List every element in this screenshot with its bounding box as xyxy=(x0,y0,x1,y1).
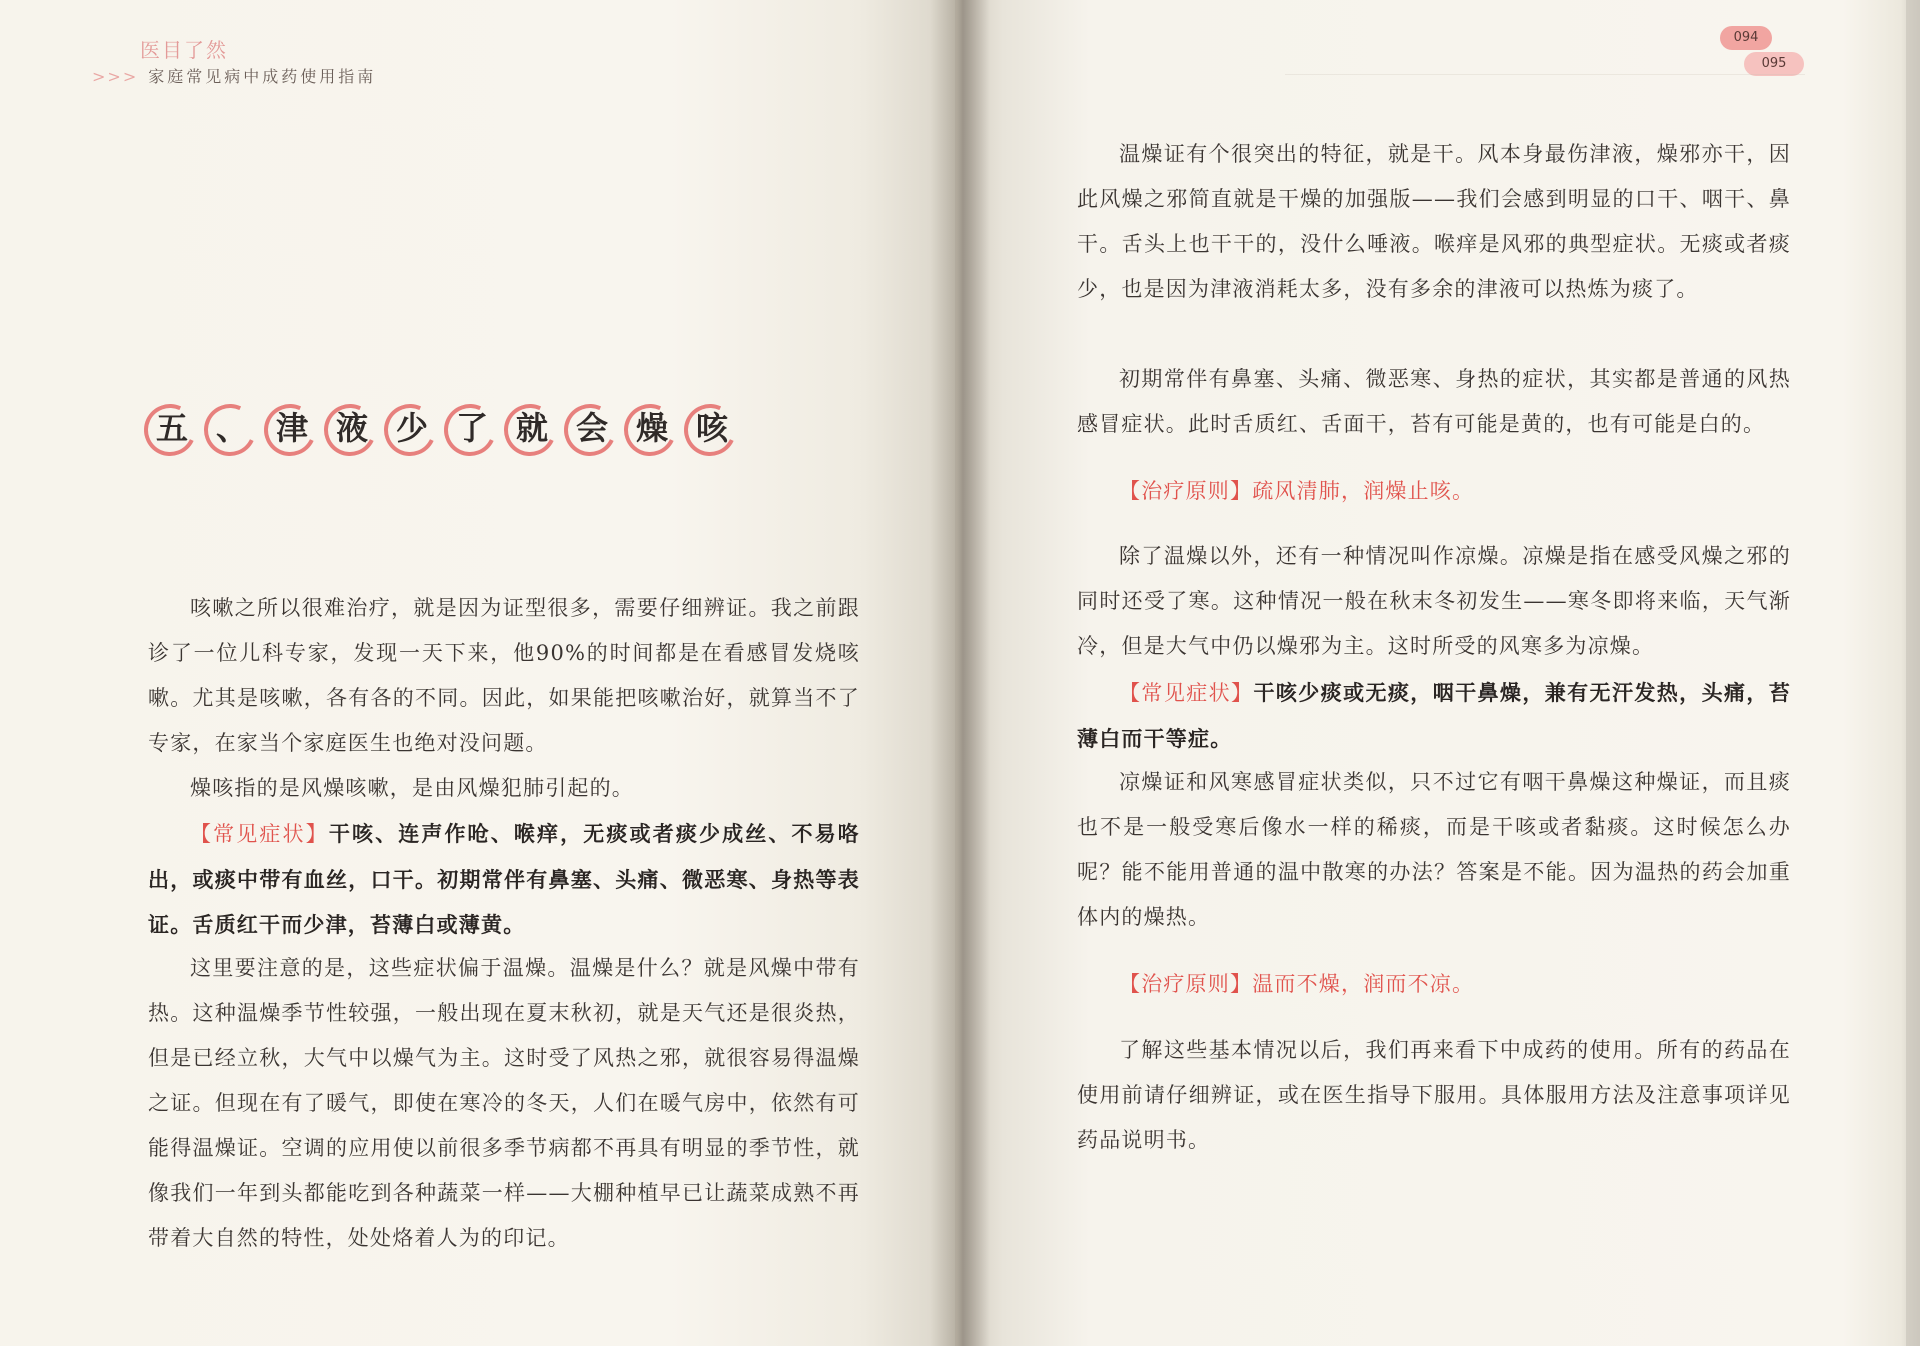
left-page xyxy=(0,0,955,1346)
title-char: 就 xyxy=(502,398,562,458)
title-char: 会 xyxy=(562,398,622,458)
page-number-left: 094 xyxy=(1720,26,1772,50)
section-title xyxy=(142,398,742,458)
title-char: 五 xyxy=(142,398,202,458)
paragraph-intro: 咳嗽之所以很难治疗，就是因为证型很多，需要仔细辨证。我之前跟诊了一位儿科专家，发现一天下来，他90%的时间都是在看感冒发烧咳嗽。尤其是咳嗽，各有各的不同。因此，如果能把咳嗽治好，就算当不了专家，在家当个家庭医生也绝对没问题。 xyxy=(148,596,860,755)
title-char: 咳 xyxy=(682,398,742,458)
symptoms-label: 【常见症状】 xyxy=(190,822,329,846)
series-title-text: 家庭常见病中成药使用指南 xyxy=(148,67,377,86)
page-edges xyxy=(1906,0,1920,1346)
title-char: 了 xyxy=(442,398,502,458)
paragraph-initial-symptoms: 初期常伴有鼻塞、头痛、微恶寒、身热的症状，其实都是普通的风热感冒症状。此时舌质红、舌面干，苔有可能是黄的，也有可能是白的。 xyxy=(1077,367,1791,436)
symptoms-text: 干咳、连声作呛、喉痒，无痰或者痰少成丝、不易咯出，或痰中带有血丝，口干。初期常伴有鼻塞、头痛、微恶寒、身热等表证。舌质红干而少津，苔薄白或薄黄。 xyxy=(148,821,860,937)
page-number-right: 095 xyxy=(1744,52,1804,76)
arrow-marks: >>> xyxy=(92,67,139,86)
title-char: 少 xyxy=(382,398,442,458)
book-brand: 医目了然 xyxy=(140,38,228,62)
symptoms-text: 干咳少痰或无痰，咽干鼻燥，兼有无汗发热，头痛，苔薄白而干等症。 xyxy=(1077,680,1791,751)
paragraph-cool-dry: 除了温燥以外，还有一种情况叫作凉燥。凉燥是指在感受风燥之邪的同时还受了寒。这种情况一般在秋末冬初发生——寒冬即将来临，天气渐冷，但是大气中仍以燥邪为主。这时所受的风寒多为凉燥。 xyxy=(1077,544,1791,658)
paragraph-definition: 燥咳指的是风燥咳嗽，是由风燥犯肺引起的。 xyxy=(190,776,634,800)
treatment-label: 【治疗原则】 xyxy=(1119,972,1253,996)
paragraph-warm-dry: 这里要注意的是，这些症状偏于温燥。温燥是什么？就是风燥中带有热。这种温燥季节性较强，一般出现在夏末秋初，就是天气还是很炎热，但是已经立秋，大气中以燥气为主。这时受了风热之邪，就很容易得温燥之证。但现在有了暖气，即使在寒冷的冬天，人们在暖气房中，依然有可能得温燥证。空调的应用使以前很多季节病都不再具有明显的季节性，就像我们一年到头都能吃到各种蔬菜一样——大棚种植早已让蔬菜成熟不再带着大自然的特性，处处烙着人为的印记。 xyxy=(148,956,860,1250)
treatment-principle-2 xyxy=(1077,962,1791,1007)
paragraph-symptoms xyxy=(148,811,860,947)
paragraph-usage-note: 了解这些基本情况以后，我们再来看下中成药的使用。所有的药品在使用前请仔细辨证，或在医生指导下服用。具体服用方法及注意事项详见药品说明书。 xyxy=(1077,1038,1791,1152)
treatment-principle-1 xyxy=(1077,469,1791,514)
treatment-text: 温而不燥，润而不凉。 xyxy=(1252,972,1475,996)
title-char: 燥 xyxy=(622,398,682,458)
title-char: 津 xyxy=(262,398,322,458)
paragraph-comparison: 凉燥证和风寒感冒症状类似，只不过它有咽干鼻燥这种燥证，而且痰也不是一般受寒后像水一样的稀痰，而是干咳或者黏痰。这时候怎么办呢？能不能用普通的温中散寒的办法？答案是不能。因为温热的药会加重体内的燥热。 xyxy=(1077,770,1791,929)
header-rule xyxy=(1285,74,1805,75)
paragraph-cool-symptoms xyxy=(1077,670,1791,761)
symptoms-label: 【常见症状】 xyxy=(1119,681,1254,705)
paragraph-dryness-feature: 温燥证有个很突出的特征，就是干。风本身最伤津液，燥邪亦干，因此风燥之邪简直就是干燥的加强版——我们会感到明显的口干、咽干、鼻干。舌头上也干干的，没什么唾液。喉痒是风邪的典型症状。无痰或者痰少，也是因为津液消耗太多，没有多余的津液可以热炼为痰了。 xyxy=(1077,142,1791,301)
title-char: 、 xyxy=(202,398,262,458)
treatment-label: 【治疗原则】 xyxy=(1119,479,1253,503)
page-numbers xyxy=(1720,22,1812,80)
series-title xyxy=(92,64,376,87)
treatment-text: 疏风清肺，润燥止咳。 xyxy=(1252,479,1475,503)
title-char: 液 xyxy=(322,398,382,458)
